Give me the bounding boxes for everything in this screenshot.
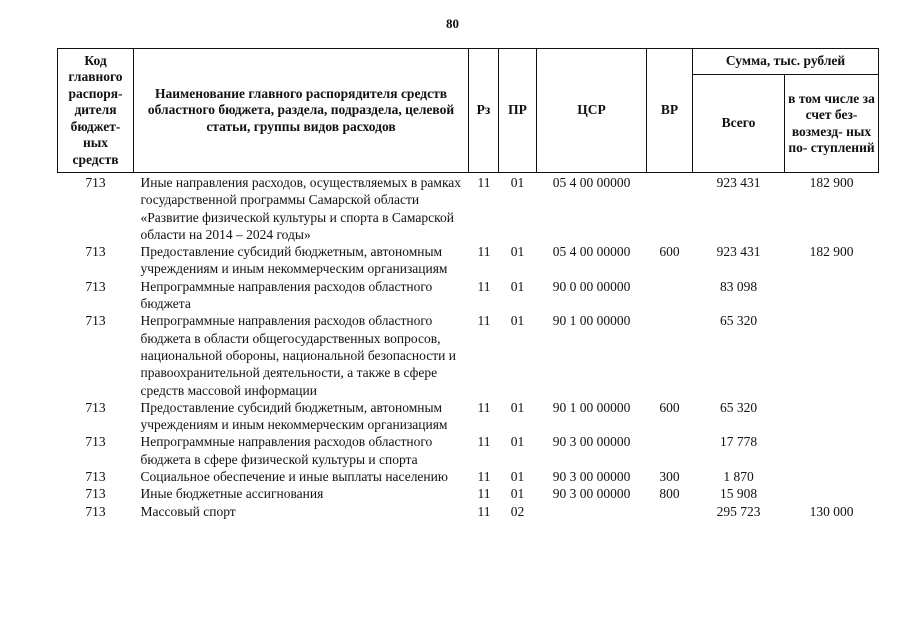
header-incl: в том числе за счет без- возмезд- ных по- ступлений xyxy=(785,75,879,173)
table-body xyxy=(58,173,879,520)
total-cell: 923 431 xyxy=(716,175,761,190)
budget-table xyxy=(57,48,879,520)
total-cell: 65 320 xyxy=(719,313,758,329)
name-cell: Непрограммные направления расходов областного бюджета в области общегосударственных вопросов, национальной обороны, национальной безопасности и правоохранительной деятельности, а также в сфере средств массовой информации xyxy=(140,313,456,398)
rz-cell: 11 xyxy=(477,278,491,294)
total-cell: 17 778 xyxy=(719,434,758,450)
incl-cell xyxy=(785,278,879,313)
pr-cell: 01 xyxy=(510,278,525,294)
name-cell: Непрограммные направления расходов областного бюджета в сфере физической культуры и спорта xyxy=(140,434,433,467)
total-cell: 295 723 xyxy=(716,503,761,519)
code-cell: 713 xyxy=(85,278,106,294)
total-cell: 923 431 xyxy=(716,244,761,260)
csr-cell: 05 4 00 00000 xyxy=(552,244,631,260)
csr-cell: 90 3 00 00000 xyxy=(552,434,631,450)
code-cell: 713 xyxy=(85,313,106,329)
total-cell: 1 870 xyxy=(723,469,754,485)
pr-cell: 01 xyxy=(510,399,525,415)
pr-cell: 01 xyxy=(510,244,525,260)
code-cell: 713 xyxy=(85,503,106,519)
table-row xyxy=(58,433,879,468)
rz-cell: 11 xyxy=(477,399,491,415)
csr-cell: 90 0 00 00000 xyxy=(552,278,631,294)
code-cell: 713 xyxy=(85,244,106,260)
csr-cell: 90 3 00 00000 xyxy=(552,469,631,485)
table-row xyxy=(58,503,879,520)
table-row xyxy=(58,173,879,244)
header-vr: ВР xyxy=(647,49,693,173)
pr-cell: 01 xyxy=(510,175,525,190)
vr-cell xyxy=(647,278,693,313)
header-name: Наименование главного распорядителя средств областного бюджета, раздела, подраздела, целевой статьи, группы видов расходов xyxy=(134,49,469,173)
code-cell: 713 xyxy=(85,486,106,502)
name-cell: Социальное обеспечение и иные выплаты населению xyxy=(140,469,448,485)
incl-cell: 130 000 xyxy=(809,503,854,519)
incl-cell xyxy=(785,399,879,434)
vr-cell: 300 xyxy=(659,469,680,485)
name-cell: Массовый спорт xyxy=(140,503,236,519)
header-sum-group: Сумма, тыс. рублей xyxy=(693,49,879,75)
vr-cell xyxy=(647,312,693,398)
incl-cell xyxy=(785,312,879,398)
table-row xyxy=(58,278,879,313)
rz-cell: 11 xyxy=(477,486,491,502)
pr-cell: 01 xyxy=(510,434,525,450)
incl-cell xyxy=(785,485,879,502)
vr-cell: 800 xyxy=(659,486,680,502)
header-pr: ПР xyxy=(499,49,537,173)
rz-cell: 11 xyxy=(477,503,491,519)
header-csr: ЦСР xyxy=(537,49,647,173)
table-header xyxy=(58,49,879,173)
csr-cell: 90 1 00 00000 xyxy=(552,313,631,329)
vr-cell: 600 xyxy=(659,399,680,415)
csr-cell xyxy=(537,503,647,520)
name-cell: Предоставление субсидий бюджетным, автономным учреждениям и иным некоммерческим организациям xyxy=(140,399,448,433)
table-row xyxy=(58,243,879,278)
rz-cell: 11 xyxy=(477,175,491,190)
table-row xyxy=(58,312,879,398)
incl-cell xyxy=(785,468,879,485)
name-cell: Предоставление субсидий бюджетным, автономным учреждениям и иным некоммерческим организациям xyxy=(140,244,448,277)
table-row xyxy=(58,468,879,485)
rz-cell: 11 xyxy=(477,313,491,329)
code-cell: 713 xyxy=(85,175,106,190)
total-cell: 83 098 xyxy=(719,278,758,294)
incl-cell: 182 900 xyxy=(809,175,854,190)
header-total: Всего xyxy=(693,75,785,173)
vr-cell: 600 xyxy=(659,244,680,260)
header-rz: Рз xyxy=(469,49,499,173)
pr-cell: 01 xyxy=(510,313,525,329)
pr-cell: 01 xyxy=(510,469,525,485)
rz-cell: 11 xyxy=(477,434,491,450)
code-cell: 713 xyxy=(85,399,106,415)
code-cell: 713 xyxy=(85,469,106,485)
csr-cell: 05 4 00 00000 xyxy=(552,175,631,190)
total-cell: 65 320 xyxy=(719,399,758,415)
pr-cell: 02 xyxy=(510,503,525,519)
table-row xyxy=(58,485,879,502)
page-number: 80 xyxy=(446,16,459,31)
name-cell: Иные бюджетные ассигнования xyxy=(140,486,324,502)
csr-cell: 90 3 00 00000 xyxy=(552,486,631,502)
vr-cell xyxy=(647,433,693,468)
name-cell: Иные направления расходов, осуществляемых в рамках государственной программы Самарской области «Развитие физической культуры и спорта в Самарской области на 2014 – 2024 годы» xyxy=(140,175,462,242)
rz-cell: 11 xyxy=(477,244,491,260)
name-cell: Непрограммные направления расходов областного бюджета xyxy=(140,278,433,312)
code-cell: 713 xyxy=(85,434,106,450)
rz-cell: 11 xyxy=(477,469,491,485)
table-row xyxy=(58,399,879,434)
vr-cell xyxy=(647,173,693,244)
incl-cell xyxy=(785,433,879,468)
header-code: Код главного распоря- дителя бюджет- ных средств xyxy=(58,49,134,173)
total-cell: 15 908 xyxy=(719,486,758,502)
pr-cell: 01 xyxy=(510,486,525,502)
vr-cell xyxy=(647,503,693,520)
incl-cell: 182 900 xyxy=(809,244,854,260)
csr-cell: 90 1 00 00000 xyxy=(552,399,631,415)
